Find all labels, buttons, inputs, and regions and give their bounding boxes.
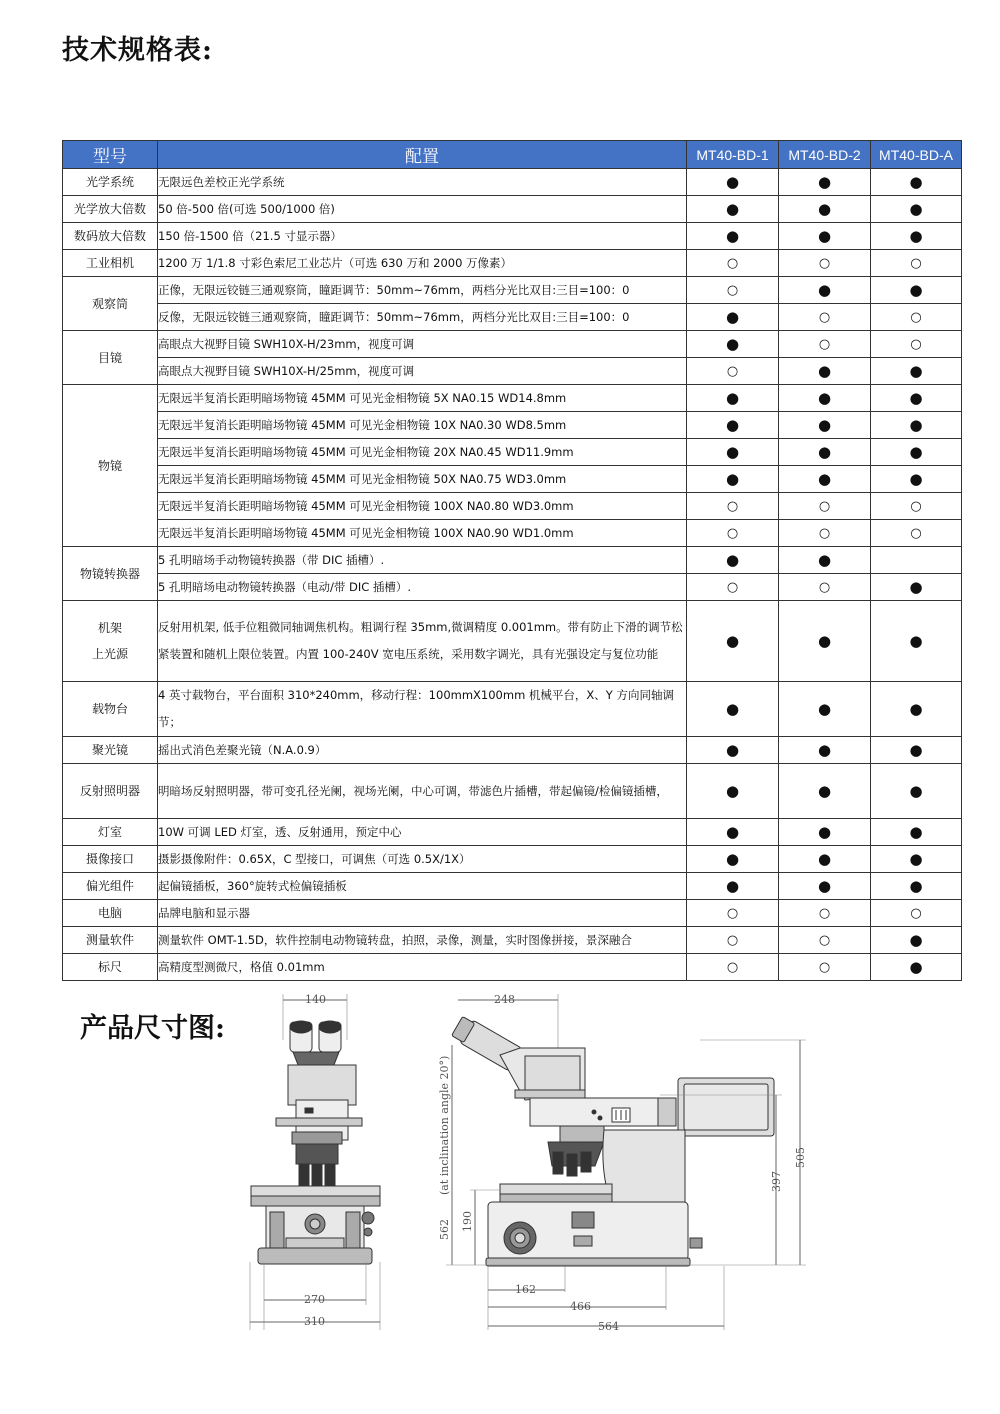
- category-label: 光学系统: [85, 175, 134, 189]
- standard-mark: ●: [779, 466, 871, 493]
- side-dim-angle-note: (at inclination angle 20°): [438, 1055, 451, 1195]
- standard-mark: ●: [871, 574, 962, 601]
- standard-mark: ●: [871, 737, 962, 764]
- side-dim-arm-height: 397: [770, 1171, 783, 1192]
- standard-mark: ●: [779, 223, 871, 250]
- standard-mark: ●: [687, 764, 779, 819]
- standard-mark: ●: [779, 169, 871, 196]
- side-dim-depth-1: 162: [515, 1283, 536, 1296]
- side-view-drawing: [446, 994, 806, 1330]
- standard-mark: ●: [687, 304, 779, 331]
- optional-mark: ○: [779, 574, 871, 601]
- optional-mark: ○: [779, 520, 871, 547]
- standard-mark: ●: [779, 439, 871, 466]
- side-dim-total-height: 562: [438, 1219, 451, 1240]
- standard-mark: ●: [779, 764, 871, 819]
- row-config: 无限远半复消长距明暗场物镜 45MM 可见光金相物镜 5X NA0.15 WD14.8mm: [158, 385, 687, 412]
- row-config: 4 英寸载物台，平台面积 310*240mm，移动行程：100mmX100mm 机械平台，X、Y 方向同轴调节；: [158, 682, 687, 737]
- header-model-1: MT40-BD-1: [687, 141, 779, 169]
- category-label: 测量软件: [85, 933, 134, 947]
- optional-mark: ○: [779, 900, 871, 927]
- row-config: 高眼点大视野目镜 SWH10X-H/25mm，视度可调: [158, 358, 687, 385]
- row-config: 无限远半复消长距明暗场物镜 45MM 可见光金相物镜 100X NA0.90 WD1.0mm: [158, 520, 687, 547]
- standard-mark: ●: [687, 223, 779, 250]
- row-config: 无限远半复消长距明暗场物镜 45MM 可见光金相物镜 50X NA0.75 WD3.0mm: [158, 466, 687, 493]
- standard-mark: ●: [687, 682, 779, 737]
- front-dim-top-width: 140: [305, 993, 326, 1006]
- standard-mark: ●: [687, 846, 779, 873]
- standard-mark: ●: [687, 331, 779, 358]
- optional-mark: ○: [687, 927, 779, 954]
- standard-mark: ●: [687, 196, 779, 223]
- optional-mark: ○: [687, 520, 779, 547]
- row-config: 品牌电脑和显示器: [158, 900, 687, 927]
- optional-mark: ○: [871, 304, 962, 331]
- row-config: 反射用机架, 低手位粗微同轴调焦机构。粗调行程 35mm,微调精度 0.001mm。带有防止下滑的调节松紧装置和随机上限位装置。内置 100-240V 宽电压系统，采用数字调光，具有光强设定与复位功能: [158, 601, 687, 682]
- row-config: 高眼点大视野目镜 SWH10X-H/23mm，视度可调: [158, 331, 687, 358]
- category-label: 电脑: [97, 906, 122, 920]
- category-label: 光学放大倍数: [73, 202, 146, 216]
- optional-mark: ○: [687, 493, 779, 520]
- category-label: 灯室: [97, 825, 122, 839]
- standard-mark: ●: [779, 277, 871, 304]
- row-config: 无限远半复消长距明暗场物镜 45MM 可见光金相物镜 100X NA0.80 WD3.0mm: [158, 493, 687, 520]
- standard-mark: ●: [687, 601, 779, 682]
- standard-mark: ●: [871, 439, 962, 466]
- standard-mark: ●: [871, 873, 962, 900]
- standard-mark: ●: [779, 601, 871, 682]
- standard-mark: ●: [871, 223, 962, 250]
- standard-mark: ●: [687, 412, 779, 439]
- standard-mark: ●: [871, 601, 962, 682]
- standard-mark: ●: [779, 196, 871, 223]
- header-model-2: MT40-BD-2: [779, 141, 871, 169]
- category-label: 工业相机: [85, 256, 134, 270]
- standard-mark: ●: [779, 737, 871, 764]
- standard-mark: ●: [779, 873, 871, 900]
- row-config: 1200 万 1/1.8 寸彩色索尼工业芯片（可选 630 万和 2000 万像素）: [158, 250, 687, 277]
- optional-mark: ○: [871, 900, 962, 927]
- row-config: 摄影摄像附件：0.65X，C 型接口，可调焦（可选 0.5X/1X）: [158, 846, 687, 873]
- standard-mark: ●: [871, 764, 962, 819]
- standard-mark: ●: [779, 385, 871, 412]
- row-config: 5 孔明暗场电动物镜转换器（电动/带 DIC 插槽）.: [158, 574, 687, 601]
- optional-mark: ○: [687, 574, 779, 601]
- row-config: 摇出式消色差聚光镜（N.A.0.9）: [158, 737, 687, 764]
- standard-mark: ●: [779, 846, 871, 873]
- row-config: 起偏镜插板，360°旋转式检偏镜插板: [158, 873, 687, 900]
- side-dim-full-height: 505: [794, 1147, 807, 1168]
- category-label: 物镜转换器: [79, 566, 140, 581]
- optional-mark: ○: [687, 900, 779, 927]
- row-config: 10W 可调 LED 灯室，透、反射通用，预定中心: [158, 819, 687, 846]
- row-config: 测量软件 OMT-1.5D，软件控制电动物镜转盘，拍照，录像，测量，实时图像拼接，景深融合: [158, 927, 687, 954]
- standard-mark: ●: [687, 439, 779, 466]
- optional-mark: ○: [687, 250, 779, 277]
- category-label: 摄像接口: [85, 852, 134, 866]
- standard-mark: ●: [871, 954, 962, 981]
- side-dim-stage-height: 190: [461, 1211, 474, 1232]
- optional-mark: ○: [779, 250, 871, 277]
- row-config: 无限远半复消长距明暗场物镜 45MM 可见光金相物镜 20X NA0.45 WD11.9mm: [158, 439, 687, 466]
- row-config: 5 孔明暗场手动物镜转换器（带 DIC 插槽）.: [158, 547, 687, 574]
- category-label: 载物台: [91, 702, 128, 716]
- standard-mark: ●: [871, 169, 962, 196]
- category-label: 偏光组件: [85, 879, 134, 893]
- side-dim-depth-2: 466: [570, 1300, 591, 1313]
- optional-mark: ○: [687, 954, 779, 981]
- standard-mark: ●: [871, 412, 962, 439]
- page-title: 技术规格表:: [62, 35, 213, 66]
- optional-mark: ○: [687, 358, 779, 385]
- optional-mark: ○: [779, 954, 871, 981]
- side-dim-top-width: 248: [494, 993, 515, 1006]
- standard-mark: ●: [871, 385, 962, 412]
- standard-mark: ●: [687, 819, 779, 846]
- category-label-2: 上光源: [91, 647, 128, 661]
- optional-mark: ○: [871, 520, 962, 547]
- standard-mark: ●: [687, 169, 779, 196]
- standard-mark: ●: [871, 846, 962, 873]
- optional-mark: ○: [779, 331, 871, 358]
- standard-mark: ●: [871, 682, 962, 737]
- standard-mark: ●: [871, 196, 962, 223]
- standard-mark: ●: [687, 737, 779, 764]
- optional-mark: ○: [871, 331, 962, 358]
- dimensions-title: 产品尺寸图:: [80, 1013, 225, 1044]
- standard-mark: ●: [779, 547, 871, 574]
- optional-mark: ○: [871, 250, 962, 277]
- row-config: 正像，无限远铰链三通观察筒，瞳距调节：50mm~76mm，两档分光比双目:三目=100：0: [158, 277, 687, 304]
- optional-mark: ○: [779, 493, 871, 520]
- row-config: 明暗场反射照明器，带可变孔径光阑，视场光阑，中心可调，带滤色片插槽，带起偏镜/检偏镜插槽，: [158, 764, 687, 819]
- front-dim-base-inner: 270: [304, 1293, 325, 1306]
- row-config: 高精度型测微尺，格值 0.01mm: [158, 954, 687, 981]
- front-dim-base-outer: 310: [304, 1315, 325, 1328]
- row-config: 无限远色差校正光学系统: [158, 169, 687, 196]
- category-label: 观察筒: [91, 296, 128, 311]
- optional-mark: ○: [779, 927, 871, 954]
- row-config: 50 倍-500 倍(可选 500/1000 倍): [158, 196, 687, 223]
- row-config: 150 倍-1500 倍（21.5 寸显示器）: [158, 223, 687, 250]
- standard-mark: ●: [687, 466, 779, 493]
- standard-mark: ●: [871, 466, 962, 493]
- optional-mark: ○: [871, 493, 962, 520]
- standard-mark: ●: [871, 277, 962, 304]
- row-config: 无限远半复消长距明暗场物镜 45MM 可见光金相物镜 10X NA0.30 WD8.5mm: [158, 412, 687, 439]
- standard-mark: ●: [779, 682, 871, 737]
- category-label: 聚光镜: [91, 743, 128, 757]
- optional-mark: ○: [687, 277, 779, 304]
- standard-mark: ●: [871, 358, 962, 385]
- category-label: 目镜: [97, 350, 122, 365]
- category-label: 物镜: [97, 458, 122, 473]
- category-label: 反射照明器: [79, 784, 140, 798]
- category-label: 数码放大倍数: [73, 229, 146, 243]
- category-label: 机架: [97, 621, 122, 635]
- standard-mark: ●: [687, 873, 779, 900]
- side-dim-depth-3: 564: [598, 1320, 619, 1333]
- standard-mark: ●: [687, 385, 779, 412]
- header-type: 型号: [63, 141, 158, 169]
- standard-mark: ●: [871, 927, 962, 954]
- category-label: 标尺: [97, 960, 122, 974]
- header-config: 配置: [158, 141, 687, 169]
- standard-mark: ●: [687, 547, 779, 574]
- standard-mark: ●: [779, 819, 871, 846]
- front-view-drawing: [250, 994, 380, 1330]
- optional-mark: ○: [779, 304, 871, 331]
- header-model-a: MT40-BD-A: [871, 141, 962, 169]
- standard-mark: ●: [779, 358, 871, 385]
- standard-mark: ●: [871, 819, 962, 846]
- row-config: 反像，无限远铰链三通观察筒，瞳距调节：50mm~76mm，两档分光比双目:三目=100：0: [158, 304, 687, 331]
- standard-mark: ●: [779, 412, 871, 439]
